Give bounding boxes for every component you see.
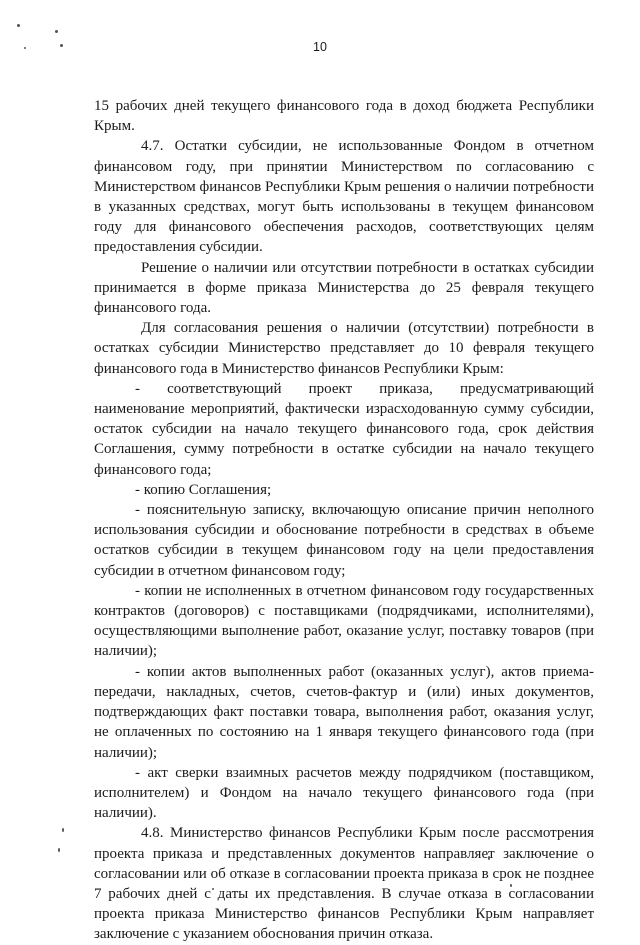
list-item-draft-order: - соответствующий проект приказа, предусматривающий наименование мероприятий, фактически израсходованную сумму субсидии, остаток субсидии на начало текущего финансового года, срок действия Соглашения, сумму потребности в остатке субсидии на начало текущего финансового года; xyxy=(94,380,594,478)
paragraph-approval-docs: Для согласования решения о наличии (отсутствии) потребности в остатках субсидии Министерство представляет до 10 февраля текущего финансового года в Министерство финансов Республики Крым: xyxy=(94,320,594,377)
page-number: 10 xyxy=(313,40,327,54)
list-item-explanatory-note: - пояснительную записку, включающую описание причин неполного использования субсидии и обоснование потребности в средствах в объеме остатков субсидии в текущем финансовом году на цели предоставления субсидии в отчетном финансовом году; xyxy=(94,502,594,579)
paragraph-continuation: 15 рабочих дней текущего финансового года в доход бюджета Республики Крым. xyxy=(94,98,594,135)
scan-speck xyxy=(55,30,58,33)
scan-speck xyxy=(62,828,64,832)
scan-speck xyxy=(17,24,20,27)
list-item-reconciliation-act: - акт сверки взаимных расчетов между подрядчиком (поставщиком, исполнителем) и Фондом на начало текущего финансового года (при наличии). xyxy=(94,764,594,822)
scan-speck xyxy=(58,848,60,852)
list-item-agreement-copy: - копию Соглашения; xyxy=(135,481,272,498)
list-item-acts-copies: - копии актов выполненных работ (оказанных услуг), актов приема-передачи, накладных, счетов, счетов-фактур и (или) иных документов, подтверждающих факт поставки товара, выполнения работ, оказания услуг, не оплаченных по состоянию на 1 января текущего финансового года (при наличии); xyxy=(94,663,594,761)
paragraph-decision: Решение о наличии или отсутствии потребности в остатках субсидии принимается в форме приказа Министерства до 25 февраля текущего финансового года. xyxy=(94,259,594,317)
paragraph-4-7: 4.7. Остатки субсидии, не использованные Фондом в отчетном финансовом году, при принятии Министерством по согласованию с Министерством финансов Республики Крым решения о наличии потребности в указанных средствах, могут быть использованы в текущем финансовом году для финансового обеспечения расходов, соответствующих целям предоставления субсидии. xyxy=(94,138,594,256)
list-item-contract-copies: - копии не исполненных в отчетном финансовом году государственных контрактов (договоров) с поставщиками (подрядчиками, исполнителями), осуществляющими выполнение работ, оказание услуг, поставку товаров (при наличии); xyxy=(94,582,594,660)
document-body xyxy=(94,96,594,945)
paragraph-4-8: 4.8. Министерство финансов Республики Крым после рассмотрения проекта приказа и представленных документов направляет заключение о согласовании или об отказе в согласовании проекта приказа в срок не позднее 7 рабочих дней с даты их представления. В случае отказа в согласовании проекта приказа Министерство финансов Республики Крым направляет заключение с указанием обоснования причин отказа. xyxy=(94,825,594,943)
